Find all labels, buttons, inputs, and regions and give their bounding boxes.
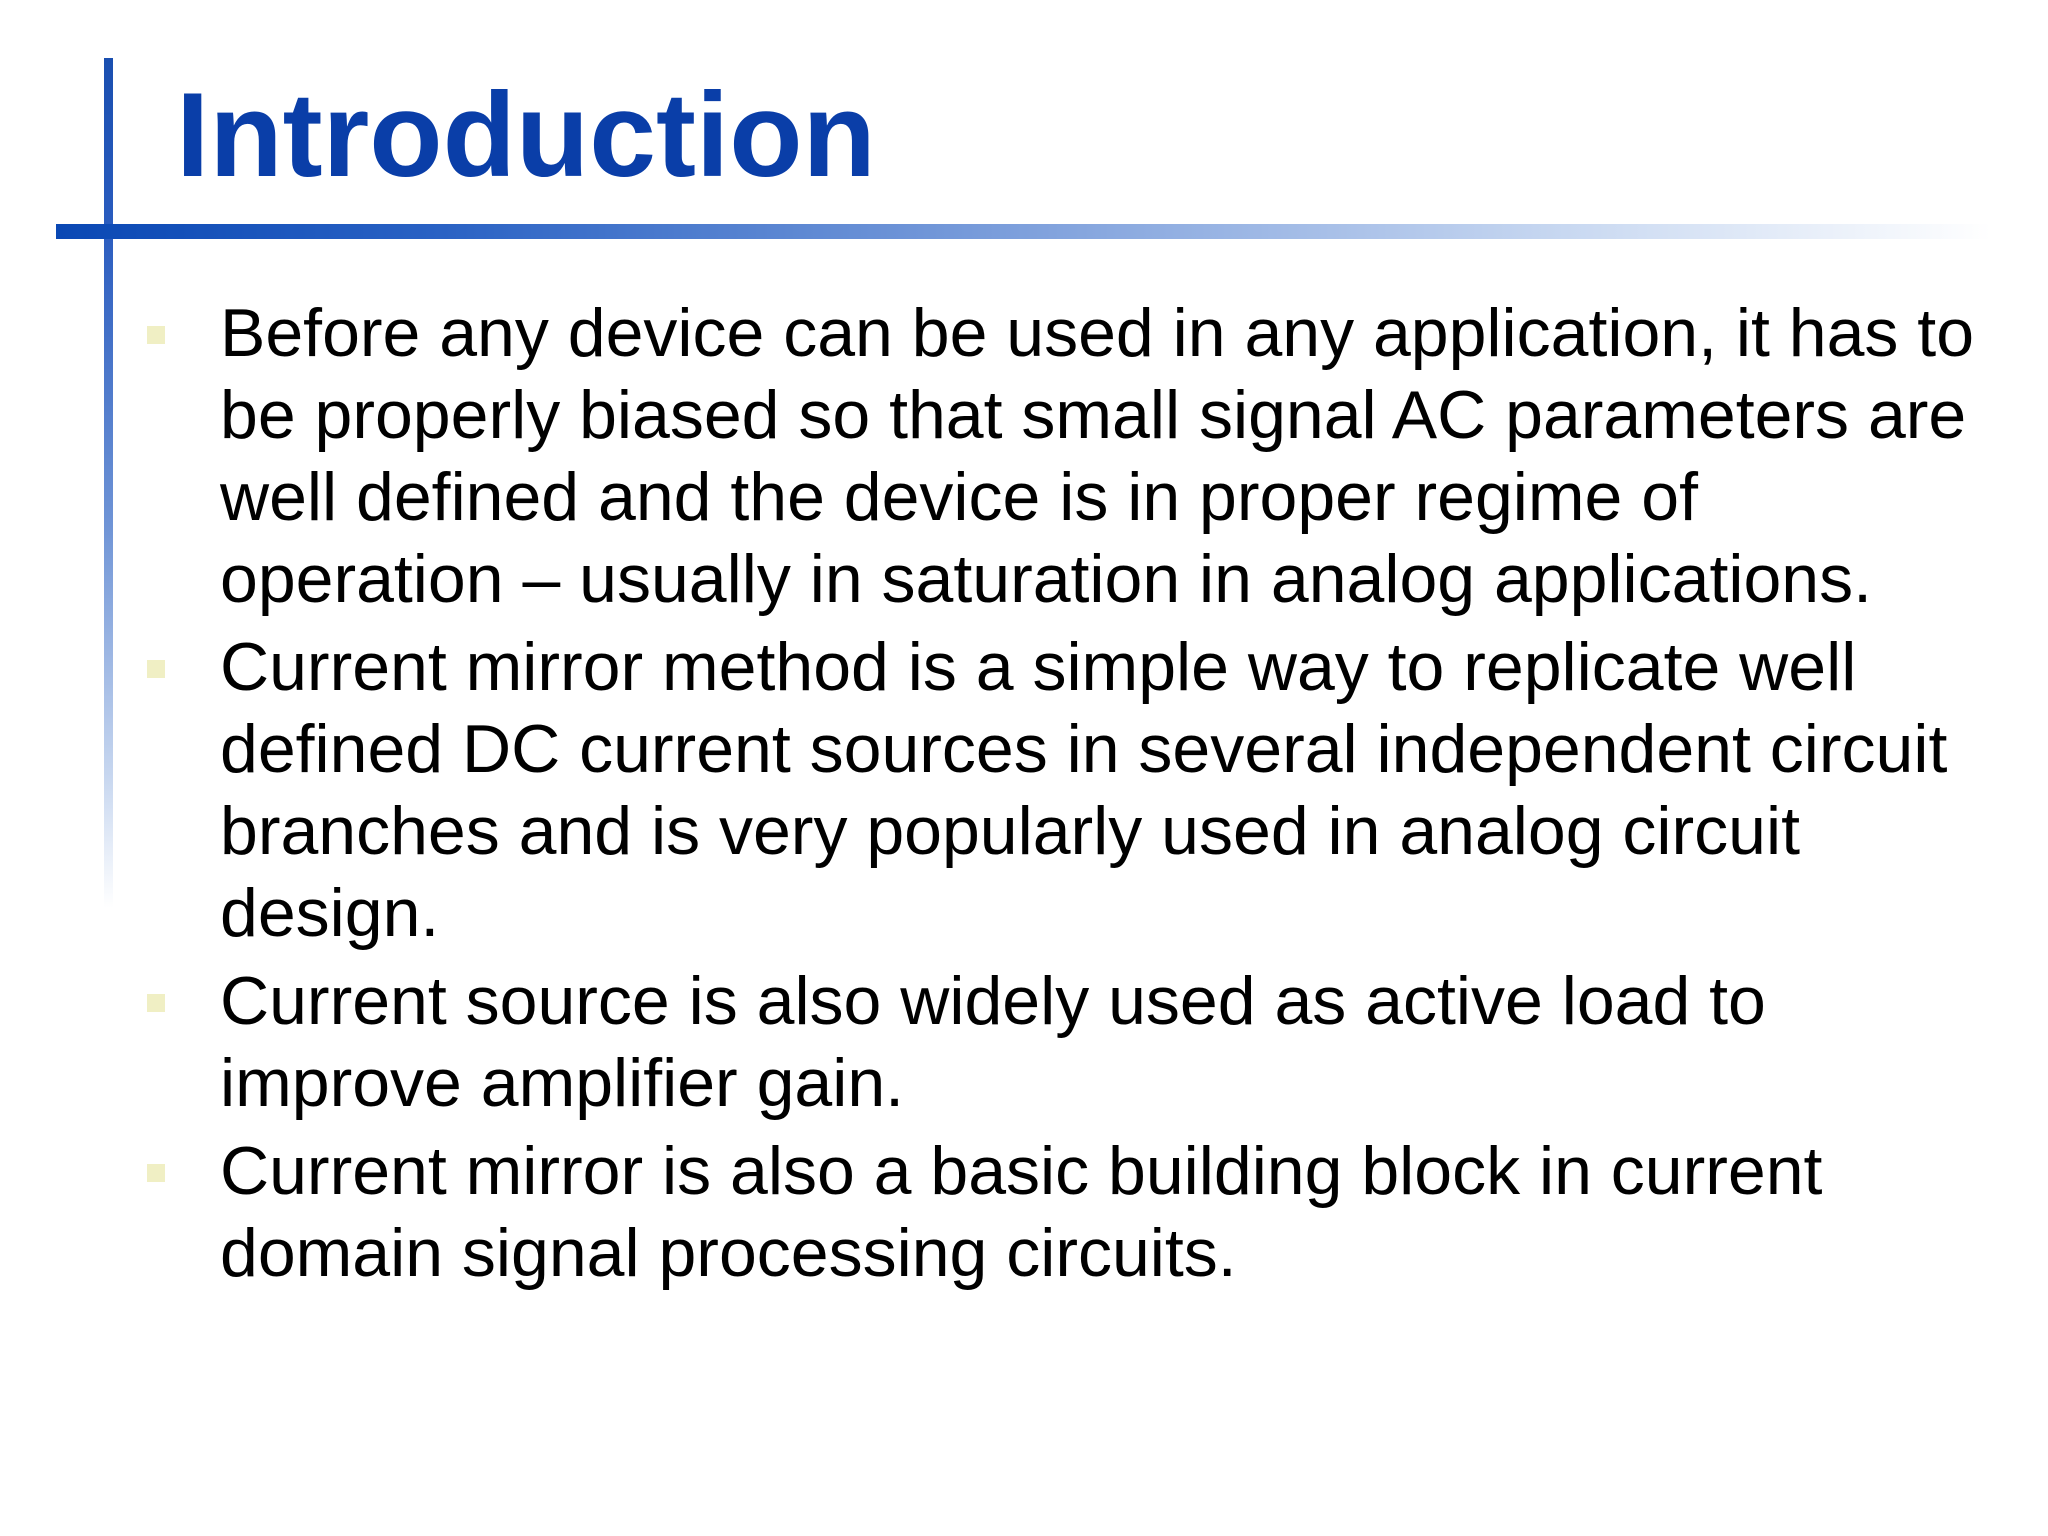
bullet-item bbox=[0, 1130, 2000, 1294]
bullet-list bbox=[0, 292, 2048, 1300]
bullet-text: Before any device can be used in any application, it has to be properly biased so that small signal AC parameters are well defined and the device is in proper regime of operation – usually in saturation in analog applications. bbox=[220, 295, 1975, 617]
square-bullet-icon bbox=[147, 994, 165, 1012]
square-bullet-icon bbox=[147, 1164, 165, 1182]
slide-title: Introduction bbox=[176, 68, 876, 202]
horizontal-accent-line bbox=[56, 224, 1991, 239]
square-bullet-icon bbox=[147, 326, 165, 344]
bullet-item bbox=[0, 292, 2000, 620]
bullet-text: Current source is also widely used as active load to improve amplifier gain. bbox=[220, 963, 1766, 1121]
bullet-text: Current mirror is also a basic building block in current domain signal processing circuits. bbox=[220, 1133, 1823, 1291]
bullet-item bbox=[0, 960, 2000, 1124]
square-bullet-icon bbox=[147, 660, 165, 678]
bullet-text: Current mirror method is a simple way to replicate well defined DC current sources in several independent circuit branches and is very popularly used in analog circuit design. bbox=[220, 629, 1948, 951]
bullet-item bbox=[0, 626, 2000, 954]
